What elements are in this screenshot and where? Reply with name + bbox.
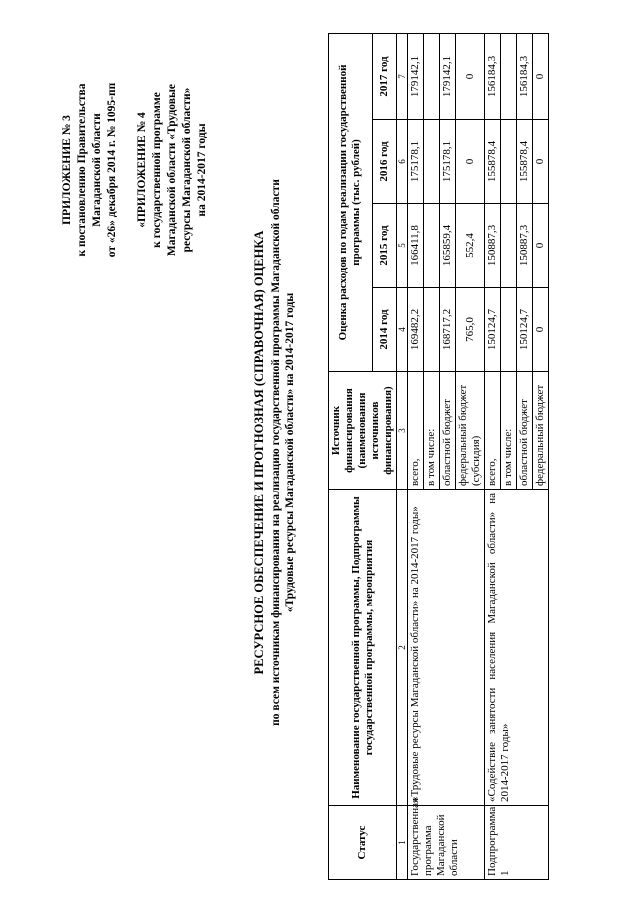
header-name: Наименование государственной программы, Подпрограммы государственной программы, мероприятия — [329, 490, 397, 806]
header-year-2014: 2014 год — [372, 288, 396, 372]
appendix-title: ПРИЛОЖЕНИЕ № 3 — [61, 115, 73, 225]
value-2017: 0 — [533, 33, 549, 119]
value-2017 — [424, 33, 440, 119]
value-2016 — [501, 120, 517, 204]
appendix-line: к государственной программе — [151, 92, 163, 248]
header-year-2017: 2017 год — [372, 33, 396, 119]
appendix-line: ресурсы Магаданской области» — [181, 87, 193, 253]
value-2015 — [501, 204, 517, 288]
source-cell: всего, — [408, 372, 424, 490]
value-2014 — [501, 288, 517, 372]
appendix-line: Магаданской области «Трудовые — [166, 83, 178, 257]
header-year-2016: 2016 год — [372, 120, 396, 204]
value-2014: 150124,7 — [485, 288, 501, 372]
value-2015: 166411,8 — [408, 204, 424, 288]
header-status: Статус — [329, 806, 397, 880]
title-subtitle: по всем источникам финансирования на реализацию государственной программы Магаданской области — [270, 179, 282, 726]
document-title — [252, 0, 297, 905]
source-cell: федеральный бюджет (субсидия) — [456, 372, 485, 490]
value-2015: 150887,3 — [517, 204, 533, 288]
column-number: 7 — [397, 33, 408, 119]
source-cell: областной бюджет — [440, 372, 456, 490]
appendix-line: к постановлению Правительства — [76, 83, 88, 257]
source-cell: в том числе: — [424, 372, 440, 490]
status-cell: Государственная программа Магаданской области — [408, 806, 485, 880]
source-cell: областной бюджет — [517, 372, 533, 490]
header-year-2015: 2015 год — [372, 204, 396, 288]
value-2015: 0 — [533, 204, 549, 288]
title-main: РЕСУРСНОЕ ОБЕСПЕЧЕНИЕ И ПРОГНОЗНАЯ (СПРАВОЧНАЯ) ОЦЕНКА — [252, 230, 266, 675]
value-2015 — [424, 204, 440, 288]
header-row — [329, 33, 373, 879]
value-2014: 765,0 — [456, 288, 485, 372]
source-cell: федеральный бюджет — [533, 372, 549, 490]
value-2016: 175178,1 — [440, 120, 456, 204]
column-numbers-row — [397, 33, 408, 879]
value-2014: 169482,2 — [408, 288, 424, 372]
table-row — [408, 33, 424, 879]
value-2017 — [501, 33, 517, 119]
value-2014: 0 — [533, 288, 549, 372]
value-2017: 179142,1 — [440, 33, 456, 119]
header-source: Источник финансирования (наименования источников финансирования) — [329, 372, 397, 490]
column-number: 2 — [397, 490, 408, 806]
value-2015: 165859,4 — [440, 204, 456, 288]
header-estimate: Оценка расходов по годам реализации государственной программы (тыс. рублей) — [329, 33, 373, 371]
value-2014: 168717,2 — [440, 288, 456, 372]
value-2017: 179142,1 — [408, 33, 424, 119]
column-number: 6 — [397, 120, 408, 204]
source-cell: в том числе: — [501, 372, 517, 490]
program-name-cell: «Содействие занятости населения Магаданской области» на 2014-2017 годы» — [485, 490, 549, 806]
value-2016: 0 — [533, 120, 549, 204]
value-2016 — [424, 120, 440, 204]
source-cell: всего, — [485, 372, 501, 490]
appendix-title: «ПРИЛОЖЕНИЕ № 4 — [136, 112, 148, 228]
value-2014 — [424, 288, 440, 372]
value-2014: 150124,7 — [517, 288, 533, 372]
value-2016: 0 — [456, 120, 485, 204]
value-2017: 0 — [456, 33, 485, 119]
appendix-header — [60, 25, 210, 315]
status-cell: Подпрограмма 1 — [485, 806, 549, 880]
column-number: 3 — [397, 372, 408, 490]
column-number: 5 — [397, 204, 408, 288]
value-2015: 552,4 — [456, 204, 485, 288]
program-name-cell: «Трудовые ресурсы Магаданской области» на 2014-2017 годы» — [408, 490, 485, 806]
appendix-line: на 2014-2017 годы — [196, 123, 208, 217]
value-2016: 175178,1 — [408, 120, 424, 204]
appendix-line: Магаданской области — [91, 113, 103, 227]
resource-table — [328, 33, 549, 880]
column-number: 4 — [397, 288, 408, 372]
table-row — [485, 33, 501, 879]
column-number: 1 — [397, 806, 408, 880]
title-subtitle: «Трудовые ресурсы Магаданской области» на 2014-2017 годы — [284, 292, 296, 613]
value-2016: 155878,4 — [517, 120, 533, 204]
value-2016: 155878,4 — [485, 120, 501, 204]
value-2015: 150887,3 — [485, 204, 501, 288]
value-2017: 156184,3 — [485, 33, 501, 119]
value-2017: 156184,3 — [517, 33, 533, 119]
appendix-date: от «26» декабря 2014 г. № 1095-пп — [106, 82, 118, 258]
